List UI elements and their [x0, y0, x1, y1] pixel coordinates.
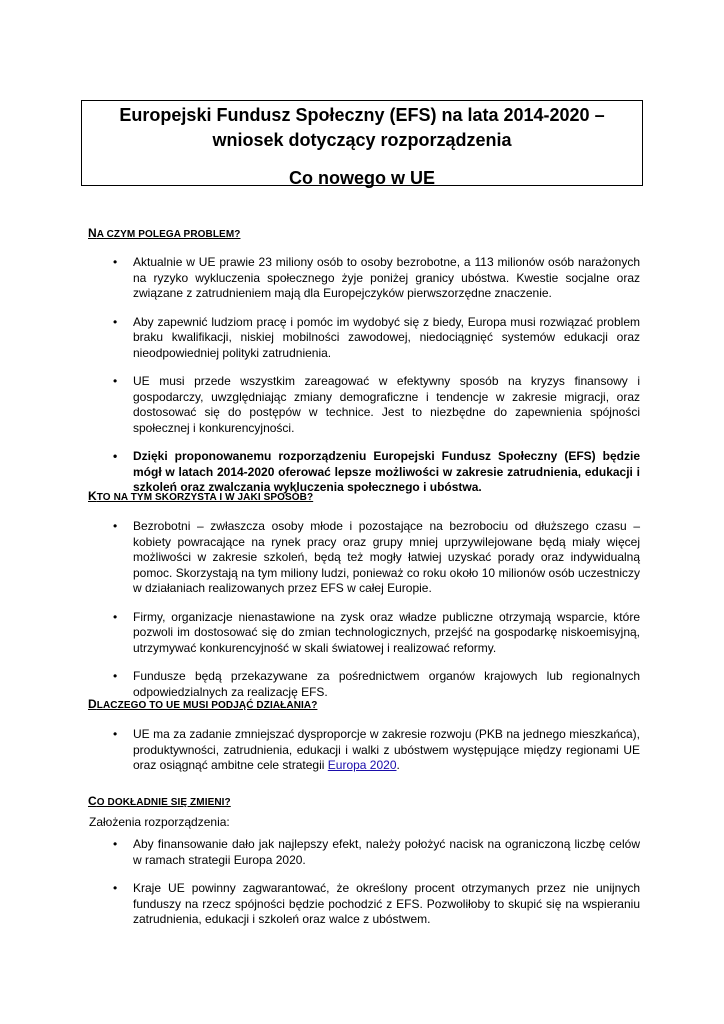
list-item: • Aby zapewnić ludziom pracę i pomóc im wydobyć się z biedy, Europa musi rozwiązać problem braku kwalifikacji, niskiej mobilności zawodowej, niedociągnięć systemów edukacji oraz nieodpowiedniej polityki zatrudnienia.: [113, 314, 640, 360]
list-item: • UE musi przede wszystkim zareagować w efektywny sposób na kryzys finansowy i gospodarczy, uwzględniając zmiany demograficzne i tendencje w zakresie migracji, oraz dostosować się do postępów w technice. Jest to niezbędne do zapewnienia spójności społecznej i konkurencyjności.: [113, 374, 640, 435]
list-item: • Kraje UE powinny zagwarantować, że określony procent otrzymanych przez nie unijnych funduszy na rzecz spójności będzie pochodzić z EFS. Pozwoliłoby to skupić się na wspieraniu zatrudnienia, edukacji i szkoleń oraz walce z ubóstwem.: [113, 881, 640, 926]
list-item: • Aby finansowanie dało jak najlepszy efekt, należy położyć nacisk na ograniczoną liczbę celów w ramach strategii Europa 2020.: [113, 837, 640, 867]
list-item: • Firmy, organizacje nienastawione na zysk oraz władze publiczne otrzymają wsparcie, które pozwoli im dostosować się do zmian technologicznych, przejść na gospodarkę niskoemisyjną, utrzymywać konkurencyjność w skali światowej i realizować reformy.: [113, 609, 640, 655]
section-heading-why-eu: DLACZEGO TO UE MUSI PODJĄĆ DZIAŁANIA?: [88, 697, 318, 711]
list-item: • Aktualnie w UE prawie 23 miliony osób to osoby bezrobotne, a 113 milionów osób narażonych na ryzyko wykluczenia społecznego żyje poniżej granicy ubóstwa. Kwestie socjalne oraz związane z zatrudnieniem mają dla Europejczyków pierwszorzędne znaczenie.: [113, 255, 640, 300]
bullet-icon: •: [113, 449, 118, 463]
title-line-2: wniosek dotyczący rozporządzenia: [212, 130, 512, 150]
title-line-1: Europejski Fundusz Społeczny (EFS) na lata 2014-2020 –: [119, 105, 605, 125]
title-box: [81, 100, 643, 186]
bullet-icon: •: [113, 374, 118, 388]
changes-intro: Założenia rozporządzenia:: [89, 815, 230, 829]
list-item: • Dzięki proponowanemu rozporządzeniu Europejski Fundusz Społeczny (EFS) będzie mógł w latach 2014-2020 oferować lepsze możliwości w zakresie zatrudnienia, edukacji i szkoleń oraz zwalczania wykluczenia społecznego i ubóstwa.: [113, 449, 640, 494]
bullet-icon: •: [113, 727, 118, 741]
list-item: • Fundusze będą przekazywane za pośrednictwem organów krajowych lub regionalnych odpowiedzialnych za realizację EFS.: [113, 669, 640, 699]
bullet-icon: •: [113, 881, 118, 895]
why-eu-list: [0, 727, 640, 787]
europa-2020-link[interactable]: Europa 2020: [327, 758, 397, 772]
bullet-icon: •: [113, 314, 118, 329]
list-item: • UE ma za zadanie zmniejszać dysproporcje w zakresie rozwoju (PKB na jednego mieszkańca), produktywności, zatrudnienia, edukacji i walki z ubóstwem występujące między regionami UE oraz osiągnąć ambitne cele strategii Europa 2020.: [113, 727, 640, 772]
section-heading-beneficiaries: KTO NA TYM SKORZYSTA I W JAKI SPOSÓB?: [88, 489, 314, 503]
beneficiaries-list: [0, 519, 640, 713]
problem-list: [0, 255, 640, 509]
section-heading-problem: NA CZYM POLEGA PROBLEM?: [88, 226, 241, 240]
bullet-icon: •: [113, 669, 118, 683]
title-line-3: Co nowego w UE: [289, 168, 435, 188]
changes-list: [0, 837, 640, 941]
bullet-icon: •: [113, 837, 118, 851]
bullet-icon: •: [113, 519, 118, 533]
bullet-icon: •: [113, 609, 118, 624]
section-heading-changes: CO DOKŁADNIE SIĘ ZMIENI?: [88, 794, 231, 808]
list-item: • Bezrobotni – zwłaszcza osoby młode i pozostające na bezrobociu od dłuższego czasu – kobiety powracające na rynek pracy oraz grupy mniej uprzywilejowane będą miały więcej możliwości w zakresie szkoleń, będą też mogły łatwiej uzyskać porady oraz indywidualną pomoc. Skorzystają na tym miliony ludzi, ponieważ co roku około 10 milionów osób uczestniczy w działaniach realizowanych przez EFS w całej Europie.: [113, 519, 640, 595]
bullet-icon: •: [113, 255, 118, 269]
